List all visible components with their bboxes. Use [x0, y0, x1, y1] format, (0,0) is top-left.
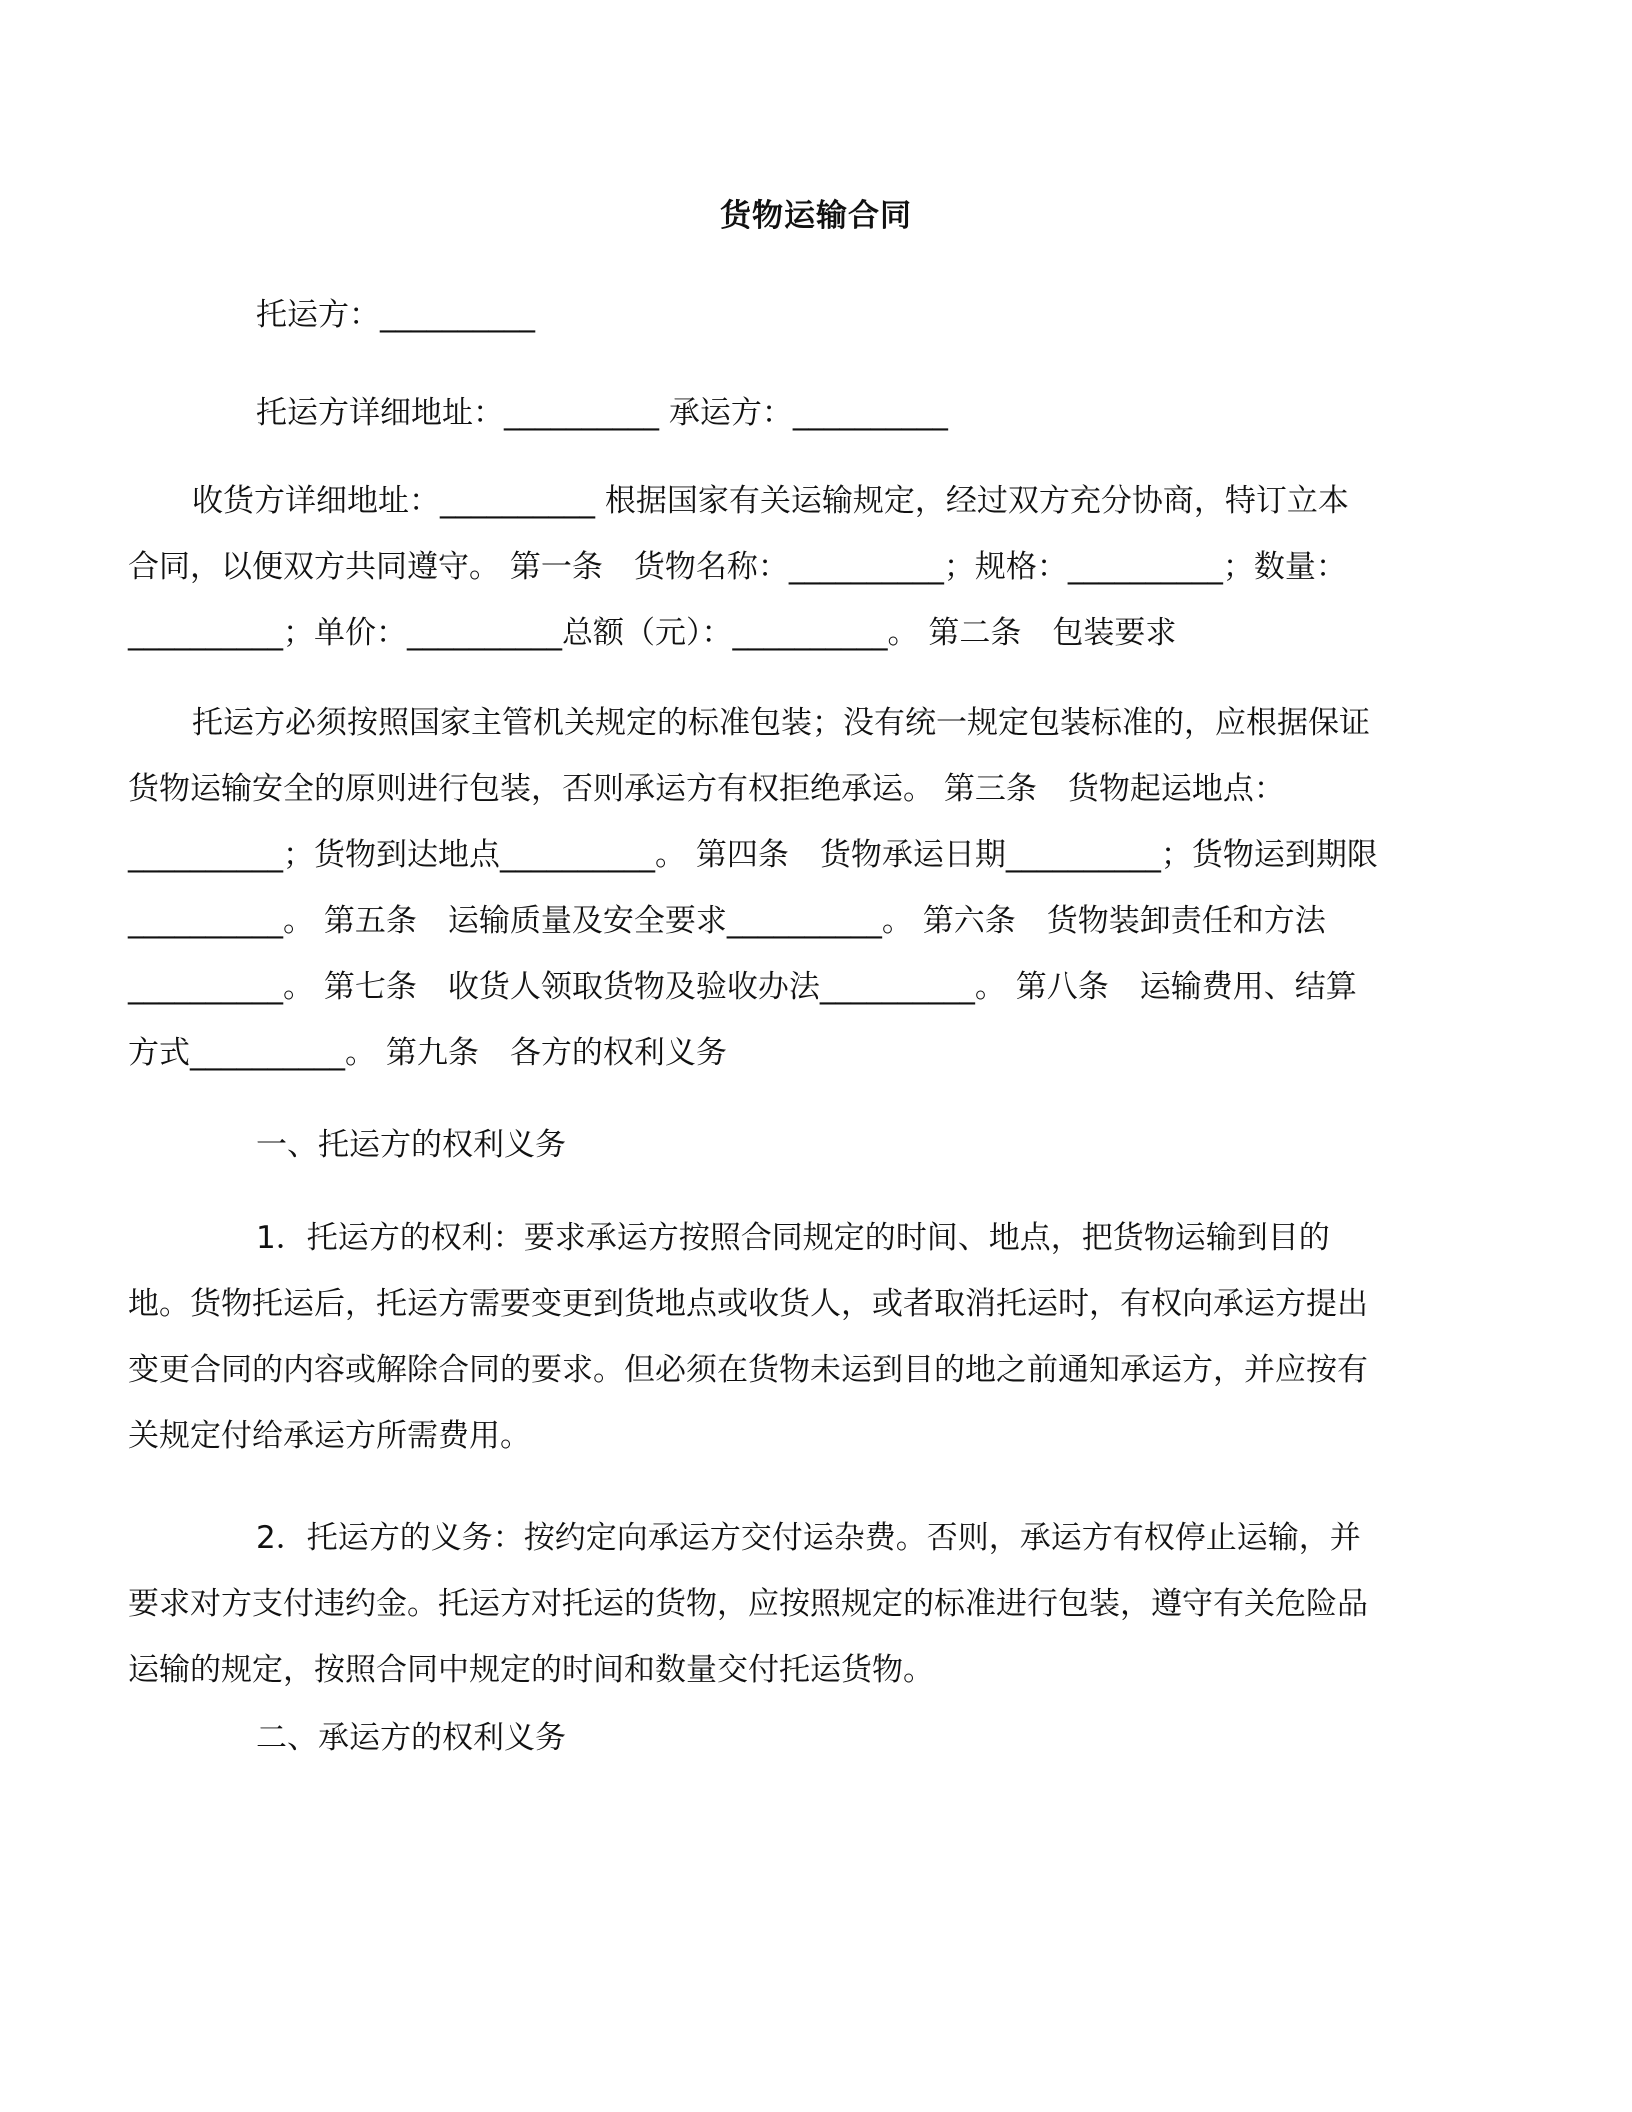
section-heading-carrier-rights: 二、承运方的权利义务 [256, 1720, 566, 1756]
consignor-obligations-paragraph: 2．托运方的义务：按约定向承运方交付运杂费。否则，承运方有权停止运输，并要求对方支付违约金。托运方对托运的货物，应按照规定的标准进行包装，遵守有关危险品运输的规定，按照合同中规定的时间和数量交付托运货物。 [128, 1520, 1368, 1688]
consignor-rights-paragraph: 1．托运方的权利：要求承运方按照合同规定的时间、地点，把货物运输到目的地。货物托运后，托运方需要变更到货地点或收货人，或者取消托运时，有权向承运方提出变更合同的内容或解除合同的要求。但必须在货物未运到目的地之前通知承运方，并应按有关规定付给承运方所需费用。 [128, 1220, 1368, 1454]
consignor-address-carrier-field: 托运方详细地址：__________ 承运方：__________ [256, 395, 948, 431]
document-title: 货物运输合同 [720, 198, 912, 234]
packaging-articles-paragraph: 托运方必须按照国家主管机关规定的标准包装；没有统一规定包装标准的，应根据保证货物运输安全的原则进行包装，否则承运方有权拒绝承运。 第三条 货物起运地点：__________；货物到达地点__________。 第四条 货物承运日期__________；货物运到期限__________。 第五条 运输质量及安全要求__________。 第六条 货物装卸责任和方法__________。 第七条 收货人领取货物及验收办法__________。 第八条 运输费用、结算方式__________。 第九条 各方的权利义务 [128, 705, 1378, 1071]
consignor-field: 托运方：__________ [256, 297, 535, 333]
consignee-address-article-1-paragraph: 收货方详细地址：__________ 根据国家有关运输规定，经过双方充分协商，特订立本合同，以便双方共同遵守。 第一条 货物名称：__________；规格：__________；数量：__________；单价：__________总额（元）：__________。 第二条 包装要求 [128, 483, 1349, 651]
section-heading-consignor-rights: 一、托运方的权利义务 [256, 1127, 566, 1163]
